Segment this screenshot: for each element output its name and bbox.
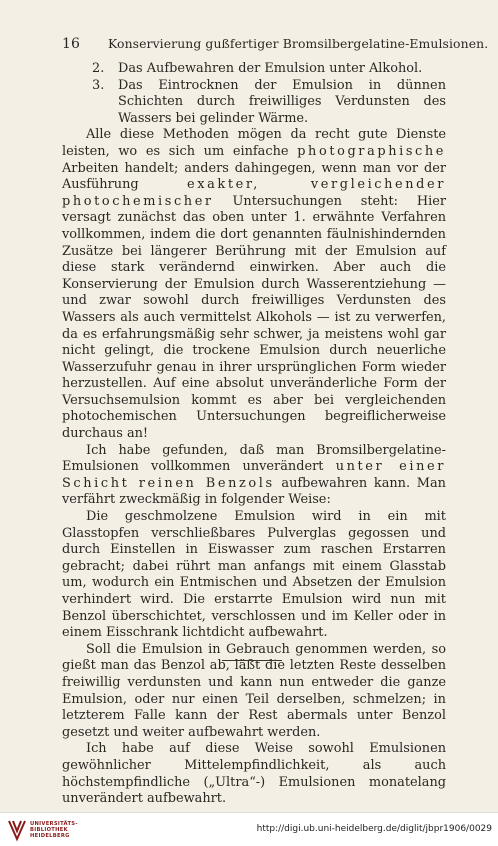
list-item — [62, 78, 446, 128]
text-run: Arbeiten handelt; anders dahingegen, wenn man vor der Ausführung — [62, 160, 446, 193]
library-name-line: HEIDELBERG — [30, 833, 70, 839]
list-number: 3. — [92, 77, 105, 93]
paragraph — [62, 127, 446, 442]
text-run: aufbewahren kann. Man verfährt zweckmäßig in folgender Weise: — [62, 475, 446, 508]
running-title: Konservierung gußfertiger Bromsilbergelatine-Emulsionen. — [108, 36, 489, 51]
library-name-line: BIBLIOTHEK — [30, 827, 68, 833]
paragraph: Die geschmolzene Emulsion wird in ein mit Glasstopfen verschließbares Pulverglas gegossen und durch Einstellen in Eiswasser zum raschen Erstarren gebracht; dabei rührt man anfangs mit einem Glasstab um, wodurch ein Entmischen und Absetzen der Emulsion verhindert wird. Die erstarrte Emulsion wird nun mit Benzol überschichtet, verschlossen und im Keller oder in einem Eisschrank lichtdicht aufbewahrt. — [62, 509, 446, 641]
source-url[interactable]: http://digi.ub.uni-heidelberg.de/diglit/jbpr1906/0029 — [256, 824, 492, 834]
paragraph: Ich habe auf diese Weise sowohl Emulsionen gewöhnlicher Mittelempfindlichkeit, als auch höchstempfindliche („Ultra“-) Emulsionen monatelang unverändert aufbewahrt. — [62, 741, 446, 807]
text-run: Alle diese Methoden mögen da recht gute Dienste leisten, wo es sich um einfache — [62, 127, 446, 159]
spaced-text: exakter, vergleichender photochemischer — [62, 177, 446, 209]
list-text: Das Aufbewahren der Emulsion unter Alkohol. — [118, 61, 423, 76]
paragraph — [62, 443, 446, 509]
text-run: Ich habe gefunden, daß man Bromsilbergelatine-Emulsionen vollkommen unverändert — [62, 442, 446, 475]
text-run: Untersuchungen steht: Hier versagt zunächst das oben unter 1. erwähnte Verfahren vollkommen, indem die dort genannten fäulnishindernden Zusätze bei längerer Berührung mit der Emulsion auf diese stark verändernd einwirken. Aber auch die Konservierung der Emulsion durch Wasserentziehung — und zwar sowohl durch freiwilliges Verdunsten des Wassers als auch vermittelst Alkohols — ist zu verwerfen, da es erfahrungsmäßig sehr schwer, ja meistens wohl gar nicht gelingt, die trockene Emulsion durch neuerliche Wasserzufuhr genau in ihrer ursprünglichen Form wieder herzustellen. Auf eine absolut unveränderliche Form der Versuchsemulsion kommt es aber bei vergleichenden photochemischen Untersuchungen begreiflicherweise durchaus an! — [62, 193, 446, 442]
library-name-line: UNIVERSITÄTS- — [30, 821, 78, 827]
body-text — [62, 61, 446, 808]
library-footer — [0, 812, 498, 846]
list-item — [62, 61, 446, 78]
library-logo-icon — [6, 818, 28, 842]
running-header — [62, 36, 489, 52]
spaced-text: unter einer Schicht reinen Benzols — [62, 459, 446, 491]
list-text: Das Eintrocknen der Emulsion in dünnen Schichten durch freiwilliges Verdunsten des Wassers bei gelinder Wärme. — [118, 77, 446, 126]
page-number: 16 — [62, 36, 81, 52]
section-divider — [222, 660, 282, 661]
paragraph: Soll die Emulsion in Gebrauch genommen werden, so gießt man das Benzol ab, läßt die letzten Reste desselben freiwillig verdunsten und kann nun entweder die ganze Emulsion, oder nur einen Teil derselben, schmelzen; in letzterem Falle kann der Rest abermals unter Benzol gesetzt und weiter aufbewahrt werden. — [62, 641, 446, 740]
list-number: 2. — [92, 61, 105, 76]
spaced-text: photographische — [297, 143, 446, 159]
library-name — [30, 821, 78, 839]
